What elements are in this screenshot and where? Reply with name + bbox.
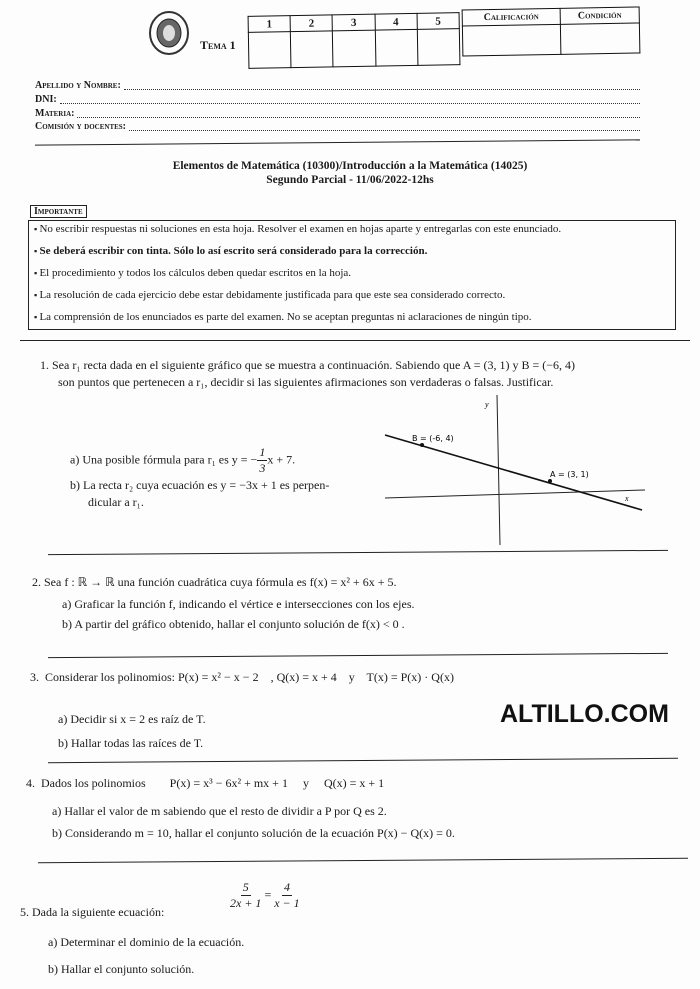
q2-text: 2. Sea f : ℝ → ℝ una función cuadrática cuya fórmula es f(x) = x² + 6x + 5.	[32, 575, 397, 589]
q4-b: b) Considerando m = 10, hallar el conjunto solución de la ecuación P(x) − Q(x) = 0.	[52, 826, 455, 840]
rule-item: ▪ Se deberá escribir con tinta. Sólo lo así escrito será considerado para la corrección.	[34, 240, 561, 262]
rule-item: ▪ La comprensión de los enunciados es parte del examen. No se aceptan preguntas ni aclaraciones de ningún tipo.	[34, 306, 561, 328]
divider	[38, 858, 688, 864]
grade-grid	[462, 6, 641, 56]
grid-header: 5	[417, 13, 460, 30]
field-name: Apellido y Nombre:	[35, 80, 640, 91]
point-a-label: A = (3, 1)	[550, 470, 589, 479]
q4-a: a) Hallar el valor de m sabiendo que el resto de dividir a P por Q es 2.	[52, 804, 387, 818]
line-graph	[380, 395, 650, 545]
divider	[48, 758, 678, 763]
exam-title: Elementos de Matemática (10300)/Introducción a la Matemática (14025)	[172, 160, 528, 172]
q1-a: a) Una posible fórmula para r₁ es y = − $\frac{1}{3}$ x + 7.	[70, 445, 296, 475]
importante-label: Importante	[30, 205, 87, 218]
x-axis	[385, 490, 645, 498]
grid-header: 4	[375, 13, 417, 30]
y-axis	[497, 395, 500, 545]
field-dni: DNI:	[35, 94, 640, 105]
q5-text: 5. Dada la siguiente ecuación:	[20, 905, 165, 919]
q3-text: 3. Considerar los polinomios: P(x) = x² − x − 2 , Q(x) = x + 4 y T(x) = P(x) · Q(x)	[30, 670, 454, 684]
exam-subtitle: Segundo Parcial - 11/06/2022-12hs	[266, 174, 434, 186]
x-label: x	[625, 494, 629, 503]
scores-grid	[248, 12, 461, 69]
point-a	[548, 479, 552, 483]
grid-header: 1	[248, 16, 290, 33]
tema-label: Tema 1	[200, 38, 236, 52]
divider	[48, 653, 668, 658]
q2-a: a) Graficar la función f, indicando el vértice e intersecciones con los ejes.	[62, 597, 415, 611]
calificacion-header: Calificación	[462, 8, 560, 26]
divider	[35, 139, 640, 145]
rule-item: ▪ La resolución de cada ejercicio debe estar debidamente justificada para que este sea considerado correcto.	[34, 284, 561, 306]
q4-text: 4. Dados los polinomios P(x) = x³ − 6x² + mx + 1 y Q(x) = x + 1	[26, 776, 385, 790]
field-materia: Materia:	[35, 108, 640, 119]
q3-b: b) Hallar todas las raíces de T.	[58, 736, 204, 750]
divider	[20, 340, 690, 341]
q5-a: a) Determinar el dominio de la ecuación.	[48, 935, 245, 949]
grid-header: 2	[290, 15, 332, 32]
divider	[48, 550, 668, 555]
importante-list	[34, 218, 561, 328]
q5-equation: $\frac{5}{2x + 1}$ = $\frac{4}{x - 1}$	[230, 880, 300, 910]
q5-b: b) Hallar el conjunto solución.	[48, 962, 195, 976]
q2-b: b) A partir del gráfico obtenido, hallar el conjunto solución de f(x) < 0 .	[62, 617, 405, 631]
q1-b-2: dicular a r₁.	[88, 495, 144, 509]
university-seal-logo	[148, 10, 190, 56]
q3-a: a) Decidir si x = 2 es raíz de T.	[58, 712, 206, 726]
point-b-label: B = (-6, 4)	[412, 434, 454, 443]
q1-b: b) La recta r₂ cuya ecuación es y = −3x + 1 es perpen-	[70, 478, 330, 492]
q1-text-2: son puntos que pertenecen a r₁, decidir si las siguientes afirmaciones son verdaderas o falsas. Justificar.	[58, 375, 554, 389]
field-comision: Comisión y docentes:	[35, 121, 640, 132]
q1-text: 1. Sea r₁ recta dada en el siguiente gráfico que se muestra a continuación. Sabiendo que A = (3, 1) y B = (−6, 4)	[40, 358, 575, 372]
grid-header: 3	[332, 14, 374, 31]
y-label: y	[485, 400, 489, 409]
condicion-header: Condición	[560, 7, 639, 24]
rule-item: ▪ No escribir respuestas ni soluciones en esta hoja. Resolver el examen en hojas aparte y entregarlas con este enunciado.	[34, 218, 561, 240]
watermark: ALTILLO.COM	[500, 700, 669, 728]
point-b	[420, 443, 424, 447]
rule-item: ▪ El procedimiento y todos los cálculos deben quedar escritos en la hoja.	[34, 262, 561, 284]
